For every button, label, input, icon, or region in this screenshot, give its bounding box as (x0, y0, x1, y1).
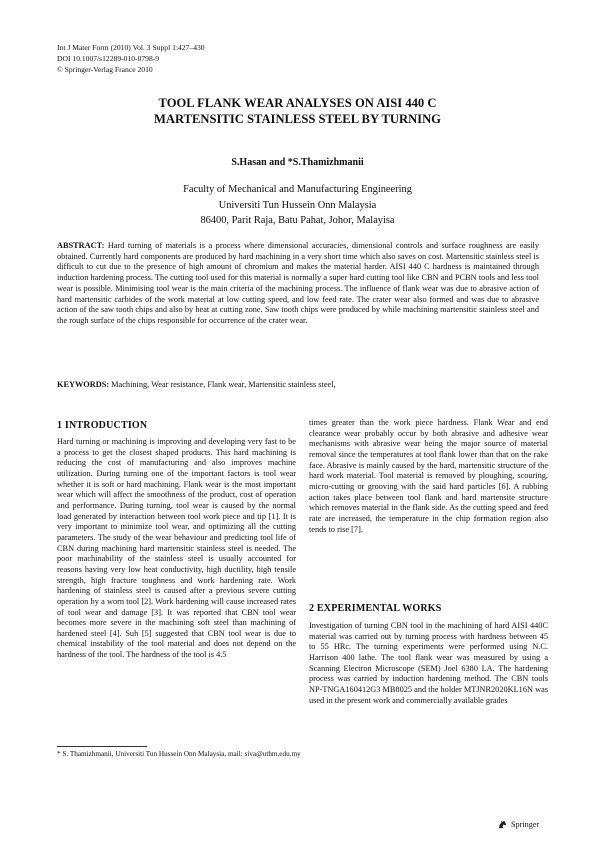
copyright-line: © Springer-Verlag France 2010 (57, 65, 153, 74)
publisher-mark (497, 819, 539, 830)
keywords-label: KEYWORDS: (57, 380, 110, 389)
section-1-heading: 1 INTRODUCTION (57, 420, 148, 431)
affiliation-line-2: Universiti Tun Hussein Onn Malaysia (218, 199, 377, 211)
footnote-divider (57, 746, 147, 747)
footnote: * S. Thamizhmanii, Universiti Tun Hussein Onn Malaysia, mail: siva@uthm.edu.my (57, 750, 301, 758)
keywords-text: Machining, Wear resistance, Flank wear, Martensitic stainless steel, (111, 380, 336, 389)
keywords (57, 380, 539, 389)
affiliation-line-1: Faculty of Mechanical and Manufacturing Engineering (183, 184, 412, 195)
journal-header (57, 42, 205, 75)
publisher-name: Springer (511, 820, 540, 829)
affiliation (60, 182, 535, 229)
title-line-1: TOOL FLANK WEAR ANALYSES ON AISI 440 C (158, 96, 437, 110)
springer-horse-icon (497, 819, 508, 830)
citation-line: Int J Mater Form (2010) Vol. 3 Suppl 1:427–430 (57, 43, 205, 52)
affiliation-line-3: 86400, Parit Raja, Batu Pahat, Johor, Malayisa (200, 215, 395, 226)
section-2-body: Investigation of turning CBN tool in the machining of hard AISI 440C material was carried out by turning process with hardness between 45 to 55 HRc. The turning experiments were performed using N.C. Harrison 400 lathe. The tool flank wear was measured by using a Scanning Electron Microscope (SEM) Joel 6380 LA. The hardening process was carried by induction hardening method. The CBN tools NP-TNGA160412G3 MB8025 and the holder MTJNR2020KL16N was used in the present work and commercially available grades (309, 621, 548, 705)
authors: S.Hasan and *S.Thamizhmanii (231, 157, 364, 168)
section-2-heading: 2 EXPERIMENTAL WORKS (309, 603, 442, 614)
section-1-body-left: Hard turning or machining is improving and developing very fast to be a process to get the closest shaped products. This hard machining is reducing the cost of manufacturing and also improves machine utilization. During turning one of the important factors is tool wear whether it is soft or hard machining. Flank wear is the most important wear which will affect the smoothness of the product, cost of operation and performance. During turning, tool wear is caused by the normal load generated by interaction between tool work piece and tip [1]. It is very important to minimize tool wear, and optimizing all the cutting parameters. The study of the wear behaviour and predicting tool life of CBN during machining hard martensitic stainless steel is needed. The poor machinability of the stainless steel is usually accounted for reasons having very low heat conductivity, high ductility, high tensile strength, high fracture toughness and work hardening rate. Work hardening of stainless steel is caused after a previous severe cutting operation by a worn tool [2]. Work hardening will cause increased rates of tool wear and damage [3]. It was reported that CBN tool wear becomes more severe in the machining soft steel than machining of hardened steel [4]. Suh [5] suggested that CBN tool wear is due to chemical instability of the tool material and does not depend on the hardness of the tool. The hardness of the tool is 4.5 (57, 437, 296, 660)
abstract-text: Hard turning of materials is a process where dimensional accuracies, dimensional controls and surface roughness are easily obtained. Currently hard components are produced by hard machining in a very short time which also saves on cost. Martensitic stainless steel is difficult to cut due to the presence of high amount of chromium and makes the material harder. AISI 440 C hardness is maintained through induction hardening process. The cutting tool used for this material is normally a super hard cutting tool like CBN and PCBN tools and less tool wear is possible. Minimising tool wear is the main criteria of the machining process. The influence of flank wear was due to abrasive action of hard martensitic carbides of the work material at low cutting speed, and low feed rate. The crater wear also formed and was due to abrasive action of the saw tooth chips and also by heat at cutting zone. Saw tooth chips were produced by while machining martensitic stainless steel and the rough surface of the chips responsible for occurrence of the crater wear. (57, 241, 539, 325)
abstract (57, 241, 539, 327)
title-line-2: MARTENSITIC STAINLESS STEEL BY TURNING (154, 111, 441, 126)
abstract-label: ABSTRACT: (57, 241, 105, 250)
section-1-body-right: times greater than the work piece hardness. Flank Wear and end clearance wear probably occur by both abrasive and adhesive wear mechanisms with abrasive wear being the major source of material removal since the temperatures at tool flank lower than that on the rake face. Abrasive is mainly caused by the hard, martensitic structure of the hard work material. Tool material is removed by ploughing, scouring, micro-cutting or grooving with the said hard particles [6]. A rubbing action takes place between tool flank and hard martensite structure which removes material in the flank side. As the cutting speed and feed rate are increased, the temperature in the chip formation region also tends to rise [7]. (309, 418, 548, 534)
paper-title (60, 96, 535, 127)
doi-line: DOI 10.1007/s12289-010-0798-9 (57, 54, 160, 63)
